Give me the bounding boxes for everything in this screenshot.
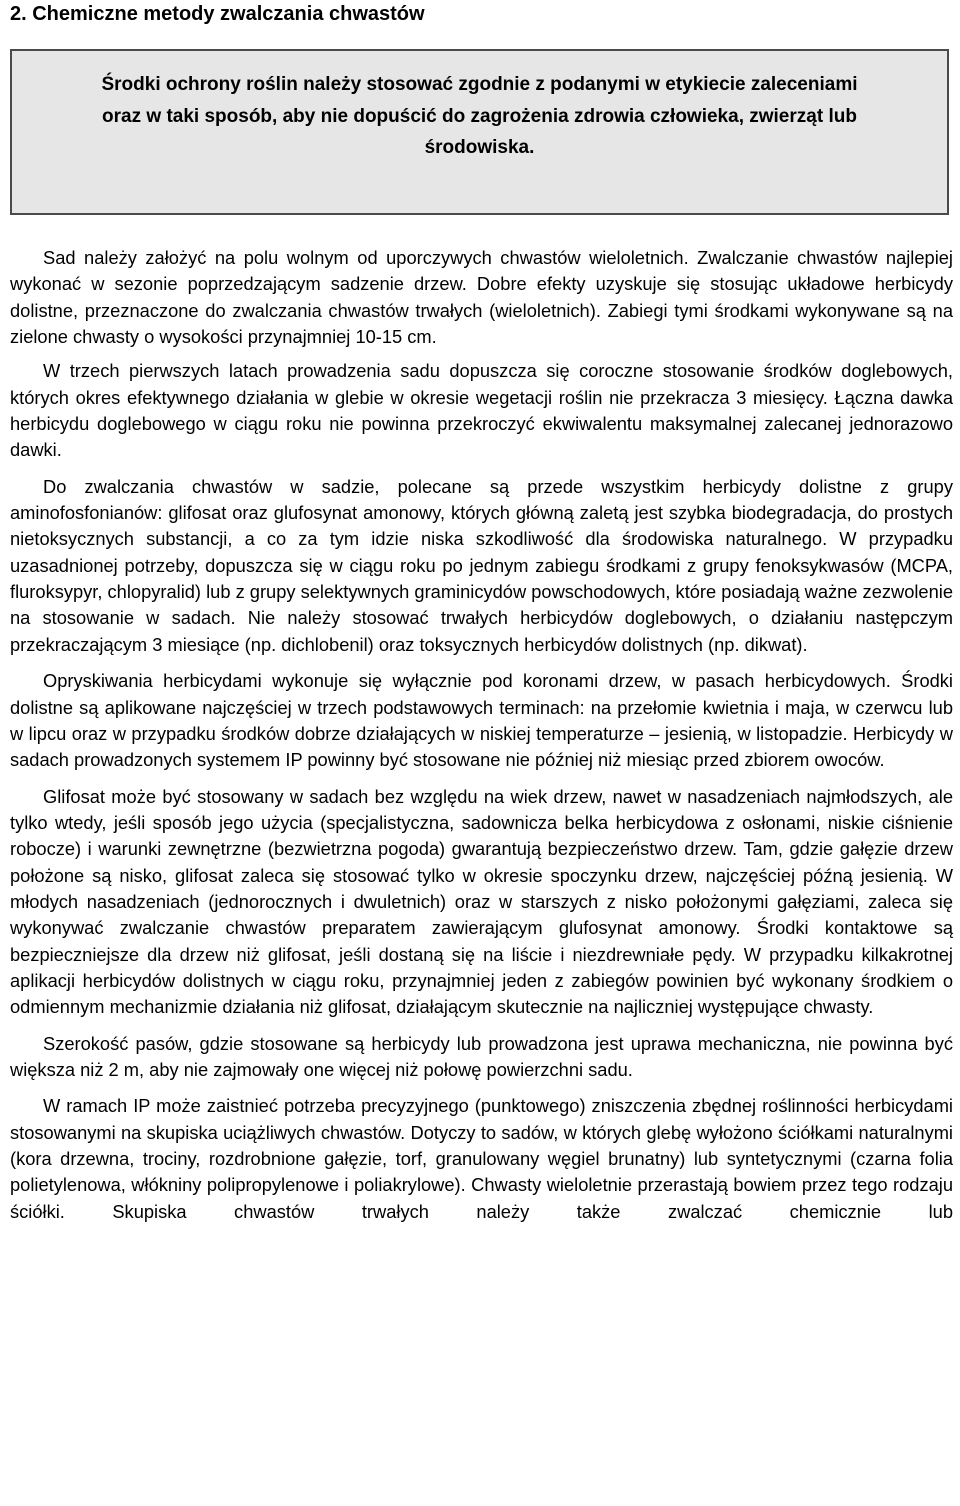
paragraph-soil-herbicides: W trzech pierwszych latach prowadzenia sadu dopuszcza się coroczne stosowanie środków doglebowych, których okres efektywnego działania w glebie w okresie wegetacji roślin nie przekracza 3 miesięcy. Łączna dawka herbicydu doglebowego w ciągu roku nie powinna przekroczyć ekwiwalentu maksymalnej zalecanej jednorazowo dawki. [10,360,953,461]
document-page [10,0,953,1225]
notice-line: środowiska. [424,137,535,158]
paragraph-glyphosate: Glifosat może być stosowany w sadach bez względu na wiek drzew, nawet w nasadzeniach najmłodszych, ale tylko wtedy, jeśli sposób jego użycia (specjalistyczna, sadownicza belka herbicydowa z osłonami, niskie ciśnienie robocze) i warunki zewnętrzne (bezwietrzna pogoda) gwarantują bezpieczeństwo drzew. Tam, gdzie gałęzie drzew położone są nisko, glifosat zaleca się stosować tylko w okresie spoczynku drzew, najczęściej późną jesienią. W młodych nasadzeniach (jednorocznych i dwuletnich) oraz w starszych z nisko położonymi gałęziami, zaleca się wykonywać zwalczanie chwastów preparatem zawierającym glufosynat amonowy. Środki kontaktowe są bezpieczniejsze dla drzew niż glifosat, jeśli dostaną się na liście i niezdrewniałe pędy. W przypadku kilkakrotnej aplikacji herbicydów dolistnych w ciągu roku, przynajmniej jeden z zabiegów powinien być wykonany środkiem o odmiennym mechanizmie działania niż glifosat, działającym skutecznie na najliczniej występujące chwasty. [10,785,953,1018]
body-text [10,245,953,1225]
paragraph-spot-treatment: W ramach IP może zaistnieć potrzeba precyzyjnego (punktowego) zniszczenia zbędnej roślinności herbicydami stosowanymi na skupiska uciążliwych chwastów. Dotyczy to sadów, w których glebę wyłożono ściółkami naturalnymi (kora drzewna, trociny, rozdrobnione gałęzie, torf, granulowany węgiel brunatny) lub syntetycznymi (czarna folia polietylenowa, włókniny polipropylenowe i poliakrylowe). Chwasty wieloletnie przerastają bowiem przez tego rodzaju ściółki. Skupiska chwastów trwałych należy także zwalczać chemicznie lub [10,1095,953,1222]
notice-box [10,49,949,215]
notice-line: oraz w taki sposób, aby nie dopuścić do zagrożenia zdrowia człowieka, zwierząt lub [102,105,857,127]
section-heading: 2. Chemiczne metody zwalczania chwastów [10,3,425,25]
paragraph-site-preparation: Sad należy założyć na polu wolnym od uporczywych chwastów wieloletnich. Zwalczanie chwastów najlepiej wykonać w sezonie poprzedzającym sadzenie drzew. Dobre efekty uzyskuje się stosując układowe herbicydy dolistne, przeznaczone do zwalczania chwastów trwałych (wieloletnich). Zabiegi tymi środkami wykonywane są na zielone chwasty o wysokości przynajmniej 10-15 cm. [10,247,953,348]
paragraph-strip-width: Szerokość pasów, gdzie stosowane są herbicydy lub prowadzona jest uprawa mechaniczna, nie powinna być większa niż 2 m, aby nie zajmowały one więcej niż połowę powierzchni sadu. [10,1032,953,1080]
paragraph-foliar-herbicides: Do zwalczania chwastów w sadzie, polecane są przede wszystkim herbicydy dolistne z grupy aminofosfonianów: glifosat oraz glufosynat amonowy, których główną zaletą jest szybka biodegradacja, do prostych nietoksycznych substancji, a co za tym idzie niska szkodliwość dla środowiska naturalnego. W przypadku uzasadnionej potrzeby, dopuszcza się w ciągu roku po jednym zabiegu środkami z grupy fenoksykwasów (MCPA, fluroksypyr, chlopyralid) lub z grupy selektywnych graminicydów powschodowych, które posiadają ważne zezwolenie na stosowanie w sadach. Nie należy stosować trwałych herbicydów doglebowych, o działaniu następczym przekraczającym 3 miesiące (np. dichlobenil) oraz toksycznych herbicydów dolistnych (np. dikwat). [10,475,953,655]
notice-line: Środki ochrony roślin należy stosować zgodnie z podanymi w etykiecie zaleceniami [101,74,858,95]
paragraph-spraying-timing: Opryskiwania herbicydami wykonuje się wyłącznie pod koronami drzew, w pasach herbicydowych. Środki dolistne są aplikowane najczęściej w trzech podstawowych terminach: na przełomie kwietnia i maja, w czerwcu lub w lipcu oraz w przypadku środków dobrze działających w niskiej temperaturze – jesienią, w listopadzie. Herbicydy w sadach prowadzonych systemem IP powinny być stosowane nie później niż miesiąc przed zbiorem owoców. [10,670,953,771]
